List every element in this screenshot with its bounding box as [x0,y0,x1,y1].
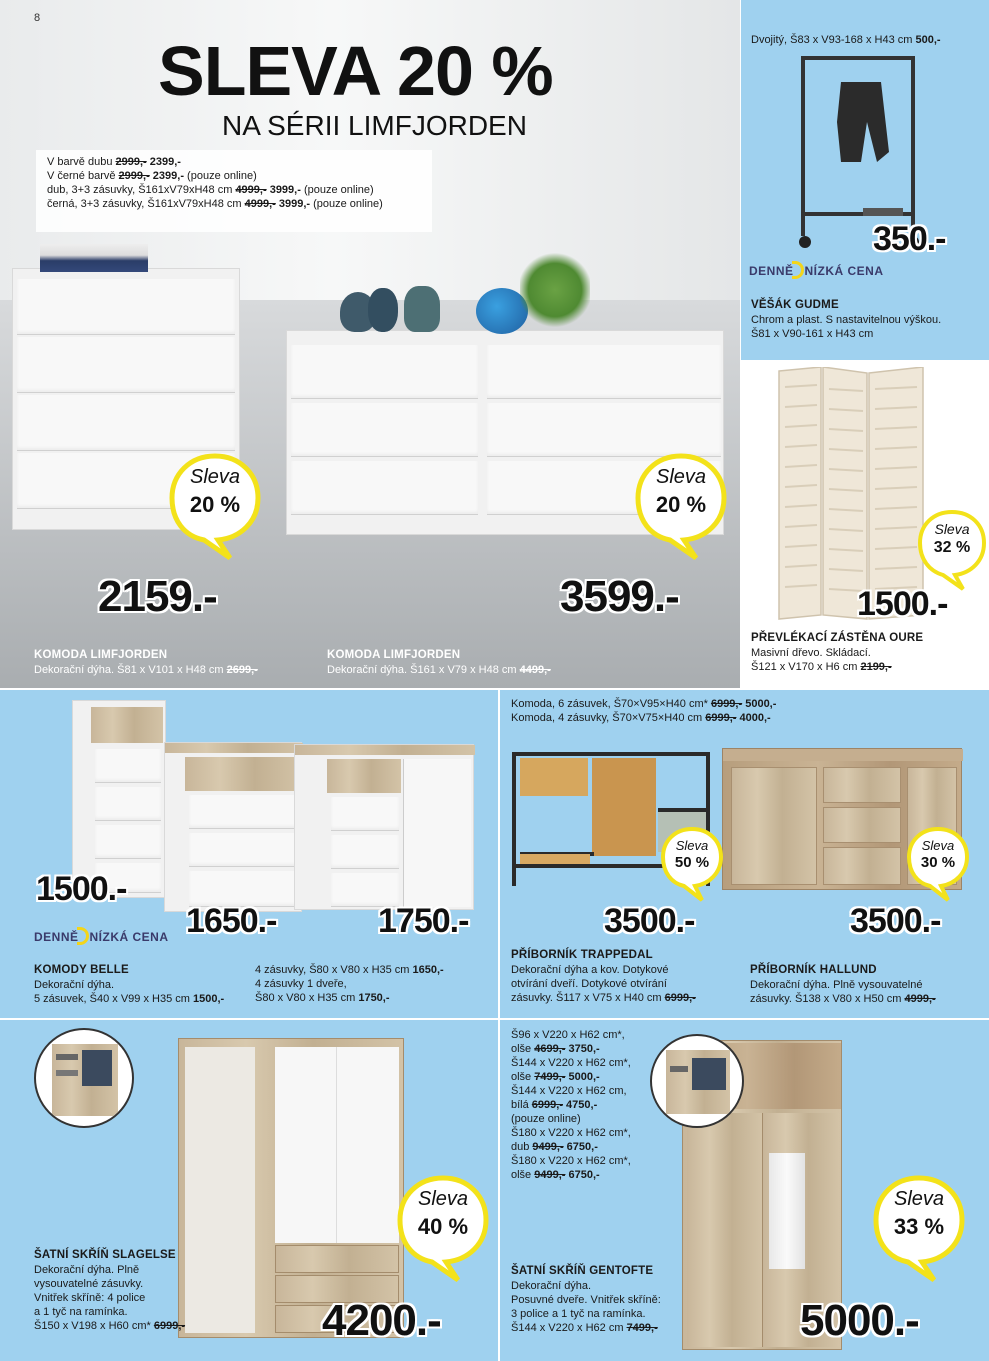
badge-percent: 40 % [417,1214,469,1239]
books-image [40,244,148,272]
product-title: ŠATNÍ SKŘÍŇ GENTOFTE [511,1265,654,1277]
plant-image [520,250,590,330]
variants-box [511,1028,631,1182]
price-tag: 1500.- [857,585,948,623]
product-title: PŘÍBORNÍK HALLUND [750,964,877,976]
chest-drawers-door-image [294,744,474,910]
sideboards-panel [500,690,989,1018]
variant-line: Dvojitý, Š83 x V93-168 x H43 cm 500,- [751,34,941,46]
price-tag: 5000.- [800,1296,919,1345]
product-desc: zásuvky. Š117 x V75 x H40 cm 6999,- [511,992,696,1004]
product-desc: Dekorační dýha. Š161 x V79 x H48 cm 4499,- [327,664,551,676]
product-desc: vysouvatelné zásuvky. [34,1278,144,1290]
variant-line: dub, 3+3 zásuvky, Š161xV79xH48 cm 4999,- 3999,- (pouze online) [47,184,374,196]
badge-label: Sleva [921,838,955,853]
arc-icon [77,927,89,945]
product-desc: Dekorační dýha. [34,979,115,991]
product-caption [751,631,923,674]
badge-percent: 33 % [893,1214,945,1239]
variant-line: Š180 x V220 x H62 cm*, [511,1127,631,1139]
badge-percent: 50 % [674,854,710,871]
price-tag: 4200.- [322,1296,441,1345]
product-caption [34,963,224,1006]
product-title: PŘÍBORNÍK TRAPPEDAL [511,949,653,961]
variant-line: Š180 x V220 x H62 cm*, [511,1155,631,1167]
slagelse-panel [0,1020,498,1361]
variant-line: bílá 6999,- 4750,- [511,1099,598,1111]
variant-line: Š96 x V220 x H62 cm*, [511,1029,625,1041]
price-tag: 1750.- [378,902,469,940]
daily-low-price-badge: DENNĚ NÍZKÁ CENA [34,930,169,945]
badge-percent: 32 % [933,539,971,556]
product-caption [34,1248,185,1333]
variant-line: (pouze online) [511,1113,581,1125]
discount-badge [168,452,262,562]
discount-badge [906,826,970,904]
badge-percent: 20 % [655,492,707,517]
price-tag: 3500.- [604,902,695,940]
product-desc: zásuvky. Š138 x V80 x H50 cm 4999,- [750,993,936,1005]
price-tag: 2159.- [98,572,217,621]
product-desc: Š121 x V170 x H6 cm 2199,- [751,661,892,673]
variant-line: olše 9499,- 6750,- [511,1169,600,1181]
price-tag: 3500.- [850,902,941,940]
variants-box [511,697,776,725]
interior-inset-image [34,1028,134,1128]
variant-line: V černé barvě 2999,- 2399,- (pouze online) [47,170,257,182]
badge-percent: 30 % [920,854,956,871]
product-desc: Chrom a plast. S nastavitelnou výškou. [751,314,942,326]
product-caption [511,948,696,1005]
badge-label: Sleva [893,1188,945,1210]
discount-badge [660,826,724,904]
variant-line: Š144 x V220 x H62 cm, [511,1085,627,1097]
product-desc: Dekorační dýha. Plně [34,1264,140,1276]
oure-panel [741,361,989,688]
product-caption [327,648,551,677]
product-desc: 4 zásuvky 1 dveře, [255,978,347,990]
vase-image [404,286,440,332]
slagelse-wardrobe-image [178,1038,404,1338]
interior-inset-image [650,1034,744,1128]
product-desc: a 1 tyč na ramínka. [34,1306,128,1318]
daily-low-price-badge: DENNĚ NÍZKÁ CENA [749,264,884,279]
product-desc: 5 zásuvek, Š40 x V99 x H35 cm 1500,- [34,993,225,1005]
belle-panel [0,690,498,1018]
badge-label: Sleva [655,466,707,488]
hero-headline: SLEVA 20 % [158,32,553,110]
chest-4-drawers-image [164,742,302,912]
badge-label: Sleva [189,466,241,488]
tall-chest-image [72,700,166,898]
hero-panel [0,0,740,688]
gudme-panel [741,0,989,360]
page-number: 8 [34,12,41,24]
product-desc: 4 zásuvky, Š80 x V80 x H35 cm 1650,- [255,964,444,976]
product-title: PŘEVLÉKACÍ ZÁSTĚNA OURE [751,632,924,644]
product-desc: 3 police a 1 tyč na ramínka. [511,1308,646,1320]
variant-line: Komoda, 6 zásuvek, Š70×V95×H40 cm* 6999,- 5000,- [511,698,777,710]
variant-line: olše 4699,- 3750,- [511,1043,600,1055]
product-desc: Dekorační dýha. [511,1280,592,1292]
discount-badge [872,1174,966,1284]
product-desc: Dekorační dýha. Š81 x V101 x H48 cm 2699,- [34,664,258,676]
product-caption [34,648,258,677]
price-tag: 350.- [873,220,946,258]
product-desc: Dekorační dýha a kov. Dotykové [511,964,669,976]
product-desc: Vnitřek skříně: 4 police [34,1292,146,1304]
product-title: KOMODY BELLE [34,964,129,976]
badge-label: Sleva [417,1188,469,1210]
variant-line: černá, 3+3 zásuvky, Š161xV79xH48 cm 4999,- 3999,- (pouze online) [47,198,383,210]
badge-label: Sleva [675,838,709,853]
badge-percent: 20 % [189,492,241,517]
product-desc: otvírání dveří. Dotykové otvírání [511,978,667,990]
product-title: ŠATNÍ SKŘÍŇ SLAGELSE [34,1249,176,1261]
product-title: KOMODA LIMFJORDEN [327,649,461,661]
arc-icon [792,261,804,279]
variant-line: dub 9499,- 6750,- [511,1141,598,1153]
product-caption [750,963,936,1006]
discount-badge [634,452,728,562]
product-desc: Š81 x V90-161 x H43 cm [751,328,874,340]
variant-line: olše 7499,- 5000,- [511,1071,600,1083]
price-tag: 1500.- [36,870,127,908]
variant-line: Š144 x V220 x H62 cm*, [511,1057,631,1069]
product-desc: Posuvné dveře. Vnitřek skříně: [511,1294,661,1306]
product-caption [255,963,444,1005]
product-title: VĚŠÁK GUDME [751,299,839,311]
product-desc: Š80 x V80 x H35 cm 1750,- [255,992,390,1004]
discount-badge [917,509,987,593]
product-caption [751,298,941,341]
variants-box [36,150,432,232]
product-desc: Masivní dřevo. Skládací. [751,647,871,659]
product-caption [511,1264,661,1335]
price-tag: 1650.- [186,902,277,940]
variant-line: Komoda, 4 zásuvky, Š70×V75×H40 cm 6999,- 4000,- [511,712,771,724]
product-desc: Š144 x V220 x H62 cm 7499,- [511,1322,658,1334]
badge-label: Sleva [934,521,970,537]
variant-line: V barvě dubu 2999,- 2399,- [47,156,181,168]
product-desc: Dekorační dýha. Plně vysouvatelné [750,979,923,991]
gentofte-panel [500,1020,989,1361]
vase-image [368,288,398,332]
product-title: KOMODA LIMFJORDEN [34,649,168,661]
price-tag: 3599.- [560,572,679,621]
hero-subheadline: NA SÉRII LIMFJORDEN [222,110,527,141]
discount-badge [396,1174,490,1284]
product-desc: Š150 x V198 x H60 cm* 6999,- [34,1320,186,1332]
